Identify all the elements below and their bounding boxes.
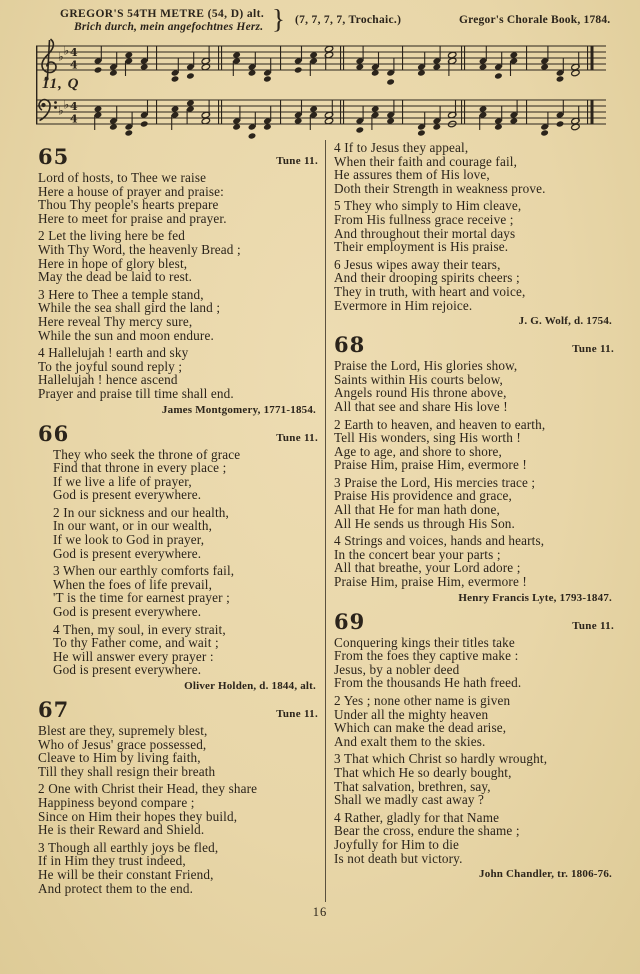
note-head xyxy=(510,117,518,124)
verse-line: Praise His providence and grace, xyxy=(334,488,513,504)
note-head xyxy=(371,105,379,112)
tune-reference-label: Tune 11. xyxy=(276,431,318,444)
note-head xyxy=(140,120,148,127)
verse-line: Lord of hosts, to Thee we raise xyxy=(38,170,207,185)
meter-label: (7, 7, 7, 7, Trochaic.) xyxy=(295,14,402,26)
verse xyxy=(38,782,318,836)
left-column xyxy=(38,141,318,899)
music-staves xyxy=(34,36,610,140)
note-head xyxy=(494,72,502,79)
verse-line: 4 Then, my soul, in every strait, xyxy=(53,621,226,637)
verse xyxy=(53,448,318,502)
verse-line: Till they shall resign their breath xyxy=(38,763,216,779)
tune-reference-label: Tune 11. xyxy=(276,155,318,167)
double-barline xyxy=(221,46,222,70)
verse-line: 4 Hallelujah ! earth and sky xyxy=(38,345,189,361)
note-head xyxy=(479,105,487,112)
verse-line: In our want, or in our wealth, xyxy=(53,518,213,534)
note-head xyxy=(386,117,394,124)
hymn-number: 66 xyxy=(38,420,70,446)
verse-line: Saints within His courts below, xyxy=(334,371,503,387)
verse-line: Prayer and praise till time shall end. xyxy=(38,385,234,401)
note-head xyxy=(263,123,271,130)
note-head xyxy=(263,75,271,82)
note-head xyxy=(248,69,256,76)
double-barline xyxy=(343,46,344,70)
double-barline xyxy=(218,100,219,124)
author-attribution: John Chandler, tr. 1806-76. xyxy=(479,868,612,881)
note-head xyxy=(186,72,194,79)
verse xyxy=(334,811,614,865)
hymn-67 xyxy=(38,697,318,895)
verse-line: And their drooping spirits cheers ; xyxy=(334,270,520,286)
verse-line: He will be their constant Friend, xyxy=(38,866,214,882)
author-attribution: Oliver Holden, d. 1844, alt. xyxy=(184,680,316,692)
source-attribution: Gregor's Chorale Book, 1784. xyxy=(459,14,611,26)
final-barline xyxy=(587,100,588,124)
verse-line: Joyfully for Him to die xyxy=(334,836,460,852)
verse-line: To the joyful sound reply ; xyxy=(38,358,183,374)
verse-line: If we look to God in prayer, xyxy=(53,532,205,548)
verse-line: God is present everywhere. xyxy=(53,545,202,561)
flat-sign: ♭ xyxy=(63,97,70,112)
verse-line: May the dead be laid to rest. xyxy=(38,269,193,285)
note-head xyxy=(232,123,240,130)
note-head xyxy=(386,78,394,85)
flat-sign: ♭ xyxy=(58,49,64,64)
verse-line: To thy Father come, and wait ; xyxy=(53,635,219,651)
verse-line: 4 Rather, gladly for that Name xyxy=(334,809,500,825)
double-barline xyxy=(340,46,341,70)
verse-line: If we live a life of prayer, xyxy=(53,473,192,489)
verse-line: He will answer every prayer : xyxy=(53,648,214,664)
note-head xyxy=(140,63,148,70)
verse xyxy=(53,623,318,677)
verse-line: From the foes they captive make : xyxy=(334,648,519,664)
author-attribution: J. G. Wolf, d. 1754. xyxy=(518,315,612,328)
barline xyxy=(402,100,403,124)
treble-staff xyxy=(36,39,606,86)
note-head xyxy=(125,129,133,136)
barline xyxy=(280,100,281,124)
hymn-number: 68 xyxy=(334,332,366,358)
time-signature: 4 xyxy=(70,58,78,72)
verse-line: Praise Him, praise Him, evermore ! xyxy=(334,574,527,590)
verse-line: Shall we madly cast away ? xyxy=(334,792,485,808)
verse-line: 2 Yes ; none other name is given xyxy=(334,693,511,708)
bass-clef-icon xyxy=(39,100,57,121)
verse-line: God is present everywhere. xyxy=(53,662,202,678)
verse-line: 3 Here to Thee a temple stand, xyxy=(38,286,204,302)
note-head xyxy=(248,132,256,139)
verse-line: God is present everywhere. xyxy=(53,487,202,503)
verse xyxy=(334,199,614,253)
verse-line: All that breathe, your Lord adore ; xyxy=(334,560,521,576)
verse xyxy=(334,418,614,472)
verse-line: From His fullness grace receive ; xyxy=(334,211,514,227)
flat-sign: ♭ xyxy=(58,103,64,118)
tune-title: GREGOR'S 54TH METRE (54, D) alt. xyxy=(60,8,265,20)
verse-line: Under all the mighty heaven xyxy=(334,706,489,722)
verse xyxy=(334,359,614,413)
note-head xyxy=(479,63,487,70)
verse-line: While the sea shall gird the land ; xyxy=(38,300,221,316)
note-head xyxy=(494,123,502,130)
barline xyxy=(402,46,403,70)
verse-line: Cleave to Him by living faith, xyxy=(38,750,201,766)
note-head xyxy=(294,66,302,73)
verse-line: 2 Let the living here be fed xyxy=(38,228,186,244)
hymn-69 xyxy=(334,609,614,882)
verse xyxy=(334,636,614,690)
time-signature: 4 xyxy=(70,112,78,126)
time-signature: 4 xyxy=(70,100,78,113)
verse xyxy=(334,534,614,588)
verse-line: Evermore in Him rejoice. xyxy=(334,297,473,313)
verse-line: Who of Jesus' grace possessed, xyxy=(38,736,207,752)
page-number: 16 xyxy=(312,905,328,919)
bass-staff xyxy=(36,98,606,140)
hymn-heading xyxy=(334,609,614,633)
verse xyxy=(38,229,318,283)
tune-reference-label: Tune 11. xyxy=(572,619,614,632)
verse-line: 3 Praise the Lord, His mercies trace ; xyxy=(334,474,536,490)
time-signature: 4 xyxy=(70,46,78,59)
verse-line: 6 Jesus wipes away their tears, xyxy=(334,256,501,272)
note-head xyxy=(309,105,317,112)
verse-line: Their employment is His praise. xyxy=(334,239,509,255)
page-header xyxy=(0,0,640,38)
note-head xyxy=(171,75,179,82)
note-head xyxy=(109,69,117,76)
verse xyxy=(38,171,318,225)
author-attribution: Henry Francis Lyte, 1793-1847. xyxy=(458,591,612,604)
verse-line: Conquering kings their titles take xyxy=(334,634,515,650)
verse-line: Doth their Strength in weakness prove. xyxy=(334,180,546,196)
double-barline xyxy=(340,100,341,124)
verse-line: That which He so dearly bought, xyxy=(334,764,512,780)
verse-line: Is not death but victory. xyxy=(334,850,463,866)
final-barline xyxy=(587,46,588,70)
note-head xyxy=(371,69,379,76)
double-barline xyxy=(464,46,465,70)
verse-line: That salvation, brethren, say, xyxy=(334,778,491,794)
verse-line: Age to age, and shore to shore, xyxy=(334,443,502,459)
verse-line: Blest are they, supremely blest, xyxy=(38,723,208,738)
verse-line: Here in hope of glory blest, xyxy=(38,255,188,271)
note-head xyxy=(186,99,194,106)
verse-line: God is present everywhere. xyxy=(53,604,202,620)
double-barline xyxy=(461,46,462,70)
verse-line: 4 Strings and voices, hands and hearts, xyxy=(334,533,545,549)
note-head xyxy=(294,117,302,124)
note-head xyxy=(109,123,117,130)
verse-line: When their faith and courage fail, xyxy=(334,153,518,169)
note-head xyxy=(556,120,564,127)
verse-line: 3 That which Christ so hardly wrought, xyxy=(334,751,548,767)
verse xyxy=(334,141,614,195)
verse xyxy=(53,564,318,618)
note-head xyxy=(309,51,317,58)
treble-clef-icon xyxy=(42,39,56,81)
note-head xyxy=(510,51,518,58)
hymn-65 xyxy=(38,144,318,417)
verse-line: Tell His wonders, sing His worth ! xyxy=(334,430,521,446)
verse-line: Here reveal Thy mercy sure, xyxy=(38,313,193,329)
note-head xyxy=(171,105,179,112)
verse-line: And exalt them to the skies. xyxy=(334,733,486,749)
brace-glyph: } xyxy=(272,4,285,34)
note-head xyxy=(540,63,548,70)
verse-line: 2 One with Christ their Head, they share xyxy=(38,781,258,797)
double-barline xyxy=(218,46,219,70)
tune-number-label: 11, Q xyxy=(42,76,80,92)
verse-line: And throughout their mortal days xyxy=(334,225,516,241)
note-head xyxy=(556,75,564,82)
verse-line: He assures them of His love, xyxy=(334,167,490,183)
note-head xyxy=(540,129,548,136)
note-head xyxy=(94,105,102,112)
hymn-68 xyxy=(334,332,614,605)
verse xyxy=(334,752,614,806)
hymn-66 xyxy=(38,421,318,694)
hymn-heading xyxy=(38,144,318,168)
verse-line: Happiness beyond compare ; xyxy=(38,794,195,810)
verse-line: Find that throne in every place ; xyxy=(53,460,227,476)
verse-line: 5 They who simply to Him cleave, xyxy=(334,198,522,214)
verse-line: 2 Earth to heaven, and heaven to earth, xyxy=(334,416,546,432)
tune-reference-label: Tune 11. xyxy=(276,708,318,720)
verse xyxy=(334,258,614,312)
verse-line: Praise the Lord, His glories show, xyxy=(334,358,518,374)
note-head xyxy=(356,63,364,70)
verse-line: Thou Thy people's hearts prepare xyxy=(38,197,219,213)
hymn-heading xyxy=(334,332,614,356)
note-head xyxy=(94,66,102,73)
verse xyxy=(38,346,318,400)
verse-line: All that He for man hath done, xyxy=(334,502,501,518)
final-barline xyxy=(591,46,594,70)
verse xyxy=(38,841,318,895)
verse-line: From the thousands He hath freed. xyxy=(334,675,522,691)
tune-subtitle-german: Brich durch, mein angefochtnes Herz. xyxy=(74,20,264,33)
note-head xyxy=(232,51,240,58)
right-column xyxy=(334,141,614,885)
note-head xyxy=(433,63,441,70)
verse-line: When the foes of life prevail, xyxy=(53,576,213,592)
verse-line: He is their Reward and Shield. xyxy=(38,822,205,838)
verse-line: Hallelujah ! hence ascend xyxy=(38,372,178,388)
barline xyxy=(526,46,527,70)
note-head xyxy=(356,126,364,133)
verse-line: 3 When our earthly comforts fail, xyxy=(53,563,235,579)
verse xyxy=(334,694,614,748)
verse-line: 'T is the time for earnest prayer ; xyxy=(53,590,230,606)
hymn-heading xyxy=(38,697,318,721)
verse-line: In the concert bear your parts ; xyxy=(334,546,501,562)
double-barline xyxy=(221,100,222,124)
hymn-number: 67 xyxy=(38,697,70,722)
hymn-continued xyxy=(334,141,614,328)
note-head xyxy=(417,129,425,136)
tune-title-block xyxy=(60,8,264,33)
double-barline xyxy=(343,100,344,124)
flat-sign: ♭ xyxy=(63,43,70,58)
verse xyxy=(334,476,614,530)
verse xyxy=(38,288,318,342)
note-head xyxy=(125,51,133,58)
hymn-number: 65 xyxy=(38,144,70,169)
verse-line: If in Him they trust indeed, xyxy=(38,853,186,869)
verse-line: Here a house of prayer and praise: xyxy=(38,183,224,199)
author-attribution: James Montgomery, 1771-1854. xyxy=(161,403,316,416)
note-head xyxy=(433,123,441,130)
verse-line: While the sun and moon endure. xyxy=(38,327,214,343)
double-barline xyxy=(461,100,462,124)
verse-line: 3 Though all earthly joys be fled, xyxy=(38,839,219,855)
column-divider-rule xyxy=(325,140,326,902)
final-barline xyxy=(591,100,594,124)
verse-line: All that see and share His love ! xyxy=(334,398,508,414)
barline xyxy=(526,100,527,124)
verse-line: Since on Him their hopes they build, xyxy=(38,808,238,824)
verse-line: With Thy Word, the heavenly Bread ; xyxy=(38,241,241,257)
verse-line: All He sends us through His Son. xyxy=(334,515,516,531)
hymn-number: 69 xyxy=(334,608,366,634)
music-notation xyxy=(34,36,610,140)
verse-line: They who seek the throne of grace xyxy=(53,446,241,462)
verse xyxy=(53,506,318,560)
barline xyxy=(156,46,157,70)
verse-line: They in truth, with heart and voice, xyxy=(334,283,526,299)
verse-line: Jesus, by a nobler deed xyxy=(334,661,460,677)
verse-line: Angels round His throne above, xyxy=(334,385,507,401)
tune-reference-label: Tune 11. xyxy=(572,343,614,356)
verse xyxy=(38,724,318,778)
verse-line: Praise Him, praise Him, evermore ! xyxy=(334,457,527,473)
verse-line: Which can make the dead arise, xyxy=(334,720,507,736)
verse-line: Here to meet for praise and prayer. xyxy=(38,210,227,226)
verse-line: And protect them to the end. xyxy=(38,880,194,896)
hymn-heading xyxy=(38,421,318,445)
verse-line: Bear the cross, endure the shame ; xyxy=(334,823,520,839)
verse-line: 4 If to Jesus they appeal, xyxy=(334,140,469,155)
barline xyxy=(156,100,157,124)
verse-line: 2 In our sickness and our health, xyxy=(53,504,229,520)
barline xyxy=(280,46,281,70)
double-barline xyxy=(464,100,465,124)
note-head xyxy=(417,69,425,76)
